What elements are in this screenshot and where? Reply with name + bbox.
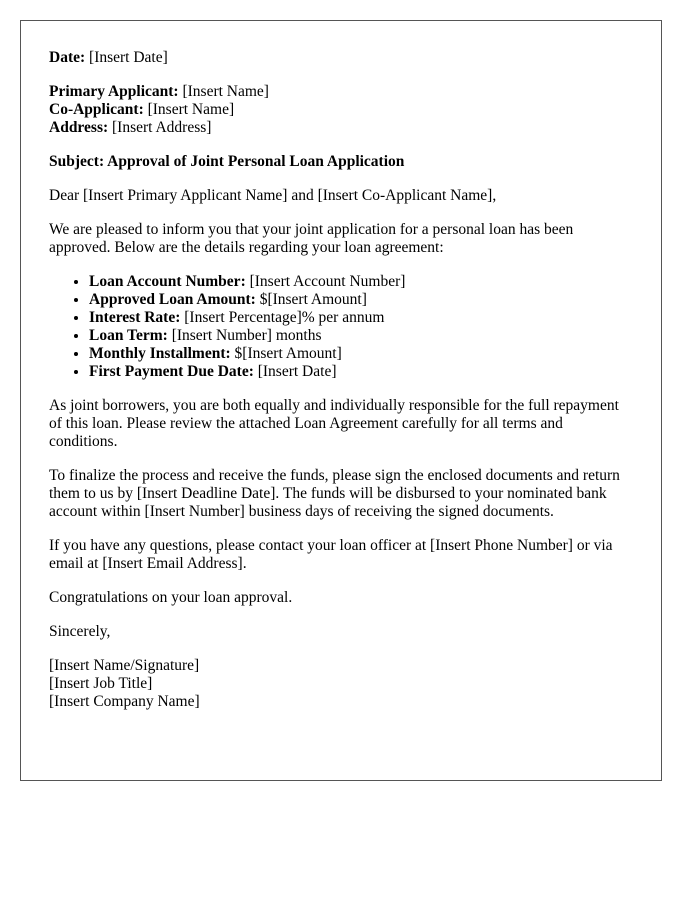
- list-item: • Monthly Installment: $[Insert Amount]: [89, 345, 632, 363]
- list-item: • Interest Rate: [Insert Percentage]% per annum: [89, 309, 632, 327]
- date-line: Date: [Insert Date]: [49, 49, 168, 66]
- loan-details-list: [49, 273, 632, 381]
- congratulations-paragraph: Congratulations on your loan approval.: [49, 589, 293, 606]
- finalize-paragraph: To finalize the process and receive the funds, please sign the enclosed documents and return them to us by [Insert Deadline Date]. The funds will be disbursed to your nominated bank account within [Insert Number] business days of receiving the signed documents.: [49, 467, 620, 520]
- subject-line: Subject: Approval of Joint Personal Loan Application: [49, 153, 405, 170]
- responsibility-paragraph: As joint borrowers, you are both equally and individually responsible for the full repayment of this loan. Please review the attached Loan Agreement carefully for all terms and conditions.: [49, 397, 619, 450]
- salutation: Dear [Insert Primary Applicant Name] and [Insert Co-Applicant Name],: [49, 187, 497, 204]
- list-item: • Loan Term: [Insert Number] months: [89, 327, 632, 345]
- letter: [20, 20, 662, 781]
- list-item: • First Payment Due Date: [Insert Date]: [89, 363, 632, 381]
- list-item: • Approved Loan Amount: $[Insert Amount]: [89, 291, 632, 309]
- applicant-block: Primary Applicant: [Insert Name] Co-Applicant: [Insert Name] Address: [Insert Address]: [49, 83, 269, 136]
- list-item: • Loan Account Number: [Insert Account Number]: [89, 273, 632, 291]
- contact-paragraph: If you have any questions, please contact your loan officer at [Insert Phone Number] or via email at [Insert Email Address].: [49, 537, 613, 572]
- signature-block: [Insert Name/Signature] [Insert Job Title] [Insert Company Name]: [49, 657, 200, 710]
- closing: Sincerely,: [49, 623, 111, 640]
- intro-paragraph: We are pleased to inform you that your joint application for a personal loan has been approved. Below are the details regarding your loan agreement:: [49, 221, 574, 256]
